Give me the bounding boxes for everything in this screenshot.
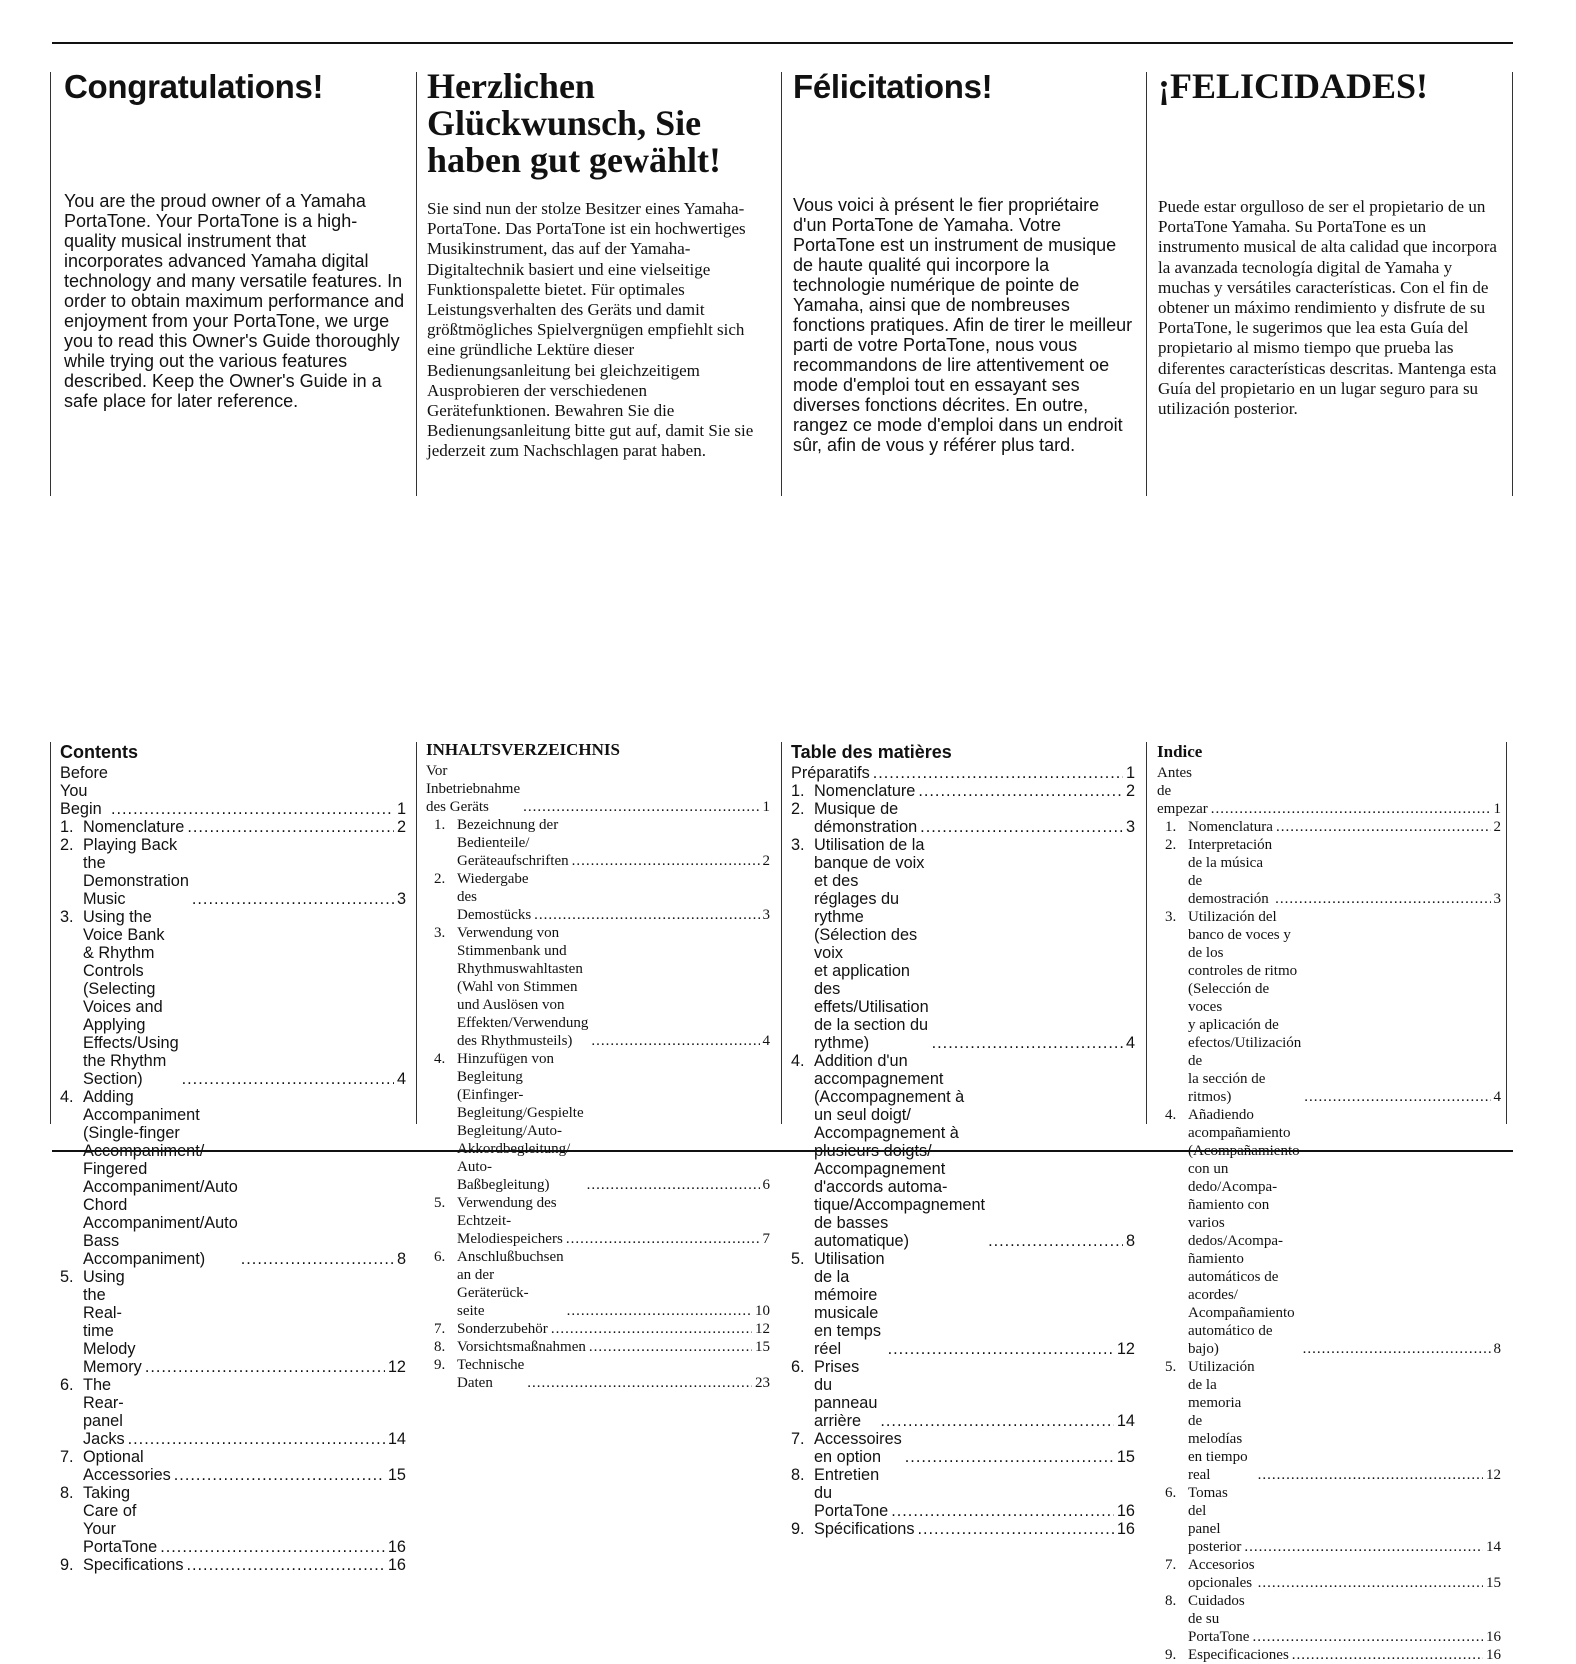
toc-entry-title: Tomas del panel posterior — [1188, 1485, 1242, 1555]
toc-entry-number: 4. — [791, 1052, 805, 1070]
heading-en: Congratulations! — [64, 68, 324, 105]
toc-entry-page: 2 — [1493, 819, 1501, 835]
toc-entry — [1157, 1556, 1501, 1592]
toc-leader-dots — [527, 1374, 752, 1392]
toc-entry-page: 16 — [1486, 1647, 1501, 1663]
intro-column-en — [64, 68, 408, 411]
toc-entry-page: 2 — [1125, 782, 1135, 800]
toc-entry-page: 1 — [762, 799, 770, 815]
toc-entry-page: 4 — [1493, 1089, 1501, 1105]
toc-entry — [1157, 908, 1501, 1106]
toc-leader-dots — [182, 1070, 394, 1088]
toc-entry-number: 3. — [434, 925, 446, 941]
toc-entry — [791, 1466, 1135, 1520]
toc-entry-title: Préparatifs — [791, 764, 870, 782]
toc-entry-number: 8. — [1165, 1593, 1177, 1609]
column-divider — [1506, 742, 1507, 1124]
toc-entry — [60, 1376, 406, 1448]
toc-leader-dots — [920, 818, 1123, 836]
toc-entry — [791, 1430, 1135, 1466]
toc-entry-page: 1 — [1493, 801, 1501, 817]
intro-text-de: Sie sind nun der stolze Besitzer eines Yamaha-PortaTone. Das PortaTone ist ein hochwertiges Musikinstrument, das auf der Yamaha-Digitaltechnik basiert und eine vielseitige Funktionspalette bietet. Für optimales Leistungsverhalten des Geräts und damit größtmögliches Spielvergnügen empfiehlt sich eine gründliche Lektüre dieser Bedienungsanleitung bei gleichzeitigem Ausprobieren der verschiedenen Gerätefunktionen. Bewahren Sie die Bedienungsanleitung bitte gut auf, damit Sie sie jederzeit zum Nachschlagen parat haben. — [427, 199, 754, 461]
toc-entry — [60, 818, 406, 836]
toc-entry-number: 2. — [791, 800, 805, 818]
toc-entry — [60, 764, 406, 818]
toc-entry — [60, 1088, 406, 1268]
toc-entry — [426, 816, 770, 870]
toc-entry-page: 16 — [1116, 1520, 1135, 1538]
toc-leader-dots — [1258, 1574, 1483, 1592]
intro-text-en: You are the proud owner of a Yamaha PortaTone. Your PortaTone is a high-quality musical instrument that incorporates advanced Yamaha digital technology and many versatile features. In order to obtain maximum performance and enjoyment from your PortaTone, we urge you to read this Owner's Guide thoroughly while trying out the various features described. Keep the Owner's Guide in a safe place for later reference. — [64, 191, 405, 411]
toc-entry-title: Vor Inbetriebnahme des Geräts — [426, 763, 521, 815]
toc-column-es — [1157, 742, 1501, 1664]
toc-title-de: INHALTSVERZEICHNIS — [426, 740, 620, 759]
toc-column-en — [60, 742, 406, 1574]
toc-entry-number: 3. — [1165, 909, 1177, 925]
toc-entry-number: 1. — [791, 782, 805, 800]
toc-entry-page: 16 — [387, 1538, 406, 1556]
toc-entry-title: Wiedergabe des Demostücks — [457, 871, 532, 923]
toc-leader-dots — [160, 1538, 385, 1556]
toc-entry-page: 23 — [755, 1375, 770, 1391]
toc-leader-dots — [551, 1320, 752, 1338]
toc-entry-title: Accessoires en option — [814, 1430, 902, 1466]
toc-entry-title: Utilisation de la mémoire musicale en temps réel — [814, 1250, 885, 1358]
toc-entry — [791, 782, 1135, 800]
toc-entry — [426, 1194, 770, 1248]
toc-entry-number: 5. — [434, 1195, 446, 1211]
toc-entry-number: 3. — [791, 836, 805, 854]
toc-entry-title: Prises du panneau arrière — [814, 1358, 878, 1430]
toc-entry-page: 4 — [1125, 1034, 1135, 1052]
toc-leader-dots — [241, 1250, 394, 1268]
toc-entry-title: Bezeichnung der Bedienteile/ Geräteaufschriften — [457, 817, 569, 869]
toc-entry-page: 14 — [387, 1430, 406, 1448]
toc-leader-dots — [523, 798, 759, 816]
toc-entry-title: Nomenclature — [83, 818, 185, 836]
toc-leader-dots — [186, 1556, 384, 1574]
toc-entry-page: 15 — [387, 1466, 406, 1484]
toc-entry-page: 1 — [1125, 764, 1135, 782]
toc-list-fr — [791, 764, 1135, 1538]
toc-entry — [426, 924, 770, 1050]
toc-leader-dots — [1252, 1628, 1483, 1646]
toc-leader-dots — [1258, 1466, 1483, 1484]
toc-entry-title: Adding Accompaniment (Single-finger Accompaniment/ Fingered Accompaniment/Auto Chord Accompaniment/Auto Bass Accompaniment) — [83, 1088, 238, 1268]
toc-entry — [426, 1320, 770, 1338]
toc-entry-number: 8. — [60, 1484, 74, 1502]
toc-entry — [791, 1052, 1135, 1250]
toc-entry-number: 7. — [434, 1321, 446, 1337]
column-divider — [1146, 742, 1147, 1124]
toc-list-es — [1157, 764, 1501, 1664]
toc-entry-page: 15 — [1486, 1575, 1501, 1591]
column-divider — [781, 742, 782, 1124]
toc-leader-dots — [1292, 1646, 1483, 1664]
toc-entry-number: 9. — [434, 1357, 446, 1373]
toc-entry-page: 12 — [755, 1321, 770, 1337]
toc-entry-title: Using the Real-time Melody Memory — [83, 1268, 142, 1376]
intro-text-es: Puede estar orgulloso de ser el propietario de un PortaTone Yamaha. Su PortaTone es un instrumento musical de alta calidad que incorpora la avanzada tecnología digital de Yamaha y muchas y versátiles características. Con el fin de obtener un máximo rendimiento y disfrute de su PortaTone, le sugerimos que lea esta Guía del propietario al mismo tiempo que prueba las diferentes características descritas. Mantenga esta Guía del propietario en un lugar seguro para su utilización posterior. — [1158, 197, 1497, 419]
toc-entry-title: Utilisation de la banque de voix et des réglages du rythme (Sélection des voix et application des effets/Utilisation de la section du rythme) — [814, 836, 929, 1052]
toc-entry-title: Vorsichtsmaßnahmen — [457, 1339, 586, 1355]
toc-entry-number: 7. — [1165, 1557, 1177, 1573]
toc-entry-number: 6. — [791, 1358, 805, 1376]
toc-entry — [60, 908, 406, 1088]
toc-entry-page: 12 — [1116, 1340, 1135, 1358]
toc-entry-title: Nomenclatura — [1188, 819, 1273, 835]
toc-entry — [426, 1248, 770, 1320]
toc-leader-dots — [888, 1340, 1114, 1358]
toc-leader-dots — [145, 1358, 385, 1376]
toc-leader-dots — [1275, 890, 1490, 908]
toc-entry-page: 3 — [1493, 891, 1501, 907]
toc-entry — [60, 836, 406, 908]
toc-entry-number: 5. — [1165, 1359, 1177, 1375]
column-divider — [50, 72, 51, 496]
toc-entry-number: 6. — [1165, 1485, 1177, 1501]
toc-leader-dots — [917, 1520, 1113, 1538]
toc-leader-dots — [187, 818, 394, 836]
toc-entry-title: Hinzufügen von Begleitung (Einfinger-Begleitung/Gespielte Begleitung/Auto-Akkordbegleitung/ Auto-Baßbegleitung) — [457, 1051, 584, 1193]
toc-entry-title: Especificaciones — [1188, 1647, 1289, 1663]
toc-entry-title: Using the Voice Bank & Rhythm Controls (Selecting Voices and Applying Effects/Using the Rhythm Section) — [83, 908, 179, 1088]
toc-entry-title: Sonderzubehör — [457, 1321, 548, 1337]
toc-entry-page: 8 — [1125, 1232, 1135, 1250]
toc-leader-dots — [988, 1232, 1123, 1250]
toc-column-fr — [791, 742, 1135, 1538]
toc-entry-page: 8 — [396, 1250, 406, 1268]
toc-entry-title: Interpretación de la música de demostración — [1188, 837, 1273, 907]
toc-entry-page: 14 — [1116, 1412, 1135, 1430]
toc-entry-page: 2 — [762, 853, 770, 869]
toc-leader-dots — [880, 1412, 1114, 1430]
toc-leader-dots — [1276, 818, 1491, 836]
toc-leader-dots — [192, 890, 394, 908]
toc-entry-title: Cuidados de su PortaTone — [1188, 1593, 1250, 1645]
toc-entry — [791, 1250, 1135, 1358]
intro-text-fr: Vous voici à présent le fier propriétaire d'un PortaTone de Yamaha. Votre PortaTone est un instrument de musique de haute qualité qui incorpore la technologie numérique de pointe de Yamaha, ainsi que de nombreuses fonctions pratiques. Afin de tirer le meilleur parti de votre PortaTone, nous vous recommandons de lire attentivement oe mode d'emploi tout en essayant ses diverses fonctions décrites. En outre, rangez ce mode d'emploi dans un endroit sûr, afin de vous y référer plus tard. — [793, 195, 1133, 455]
toc-entry — [791, 800, 1135, 836]
toc-entry-number: 4. — [1165, 1107, 1177, 1123]
toc-entry — [791, 764, 1135, 782]
toc-leader-dots — [918, 782, 1123, 800]
toc-leader-dots — [905, 1448, 1114, 1466]
toc-entry — [426, 1338, 770, 1356]
toc-entry-number: 9. — [791, 1520, 805, 1538]
toc-entry — [60, 1484, 406, 1556]
toc-leader-dots — [1211, 800, 1491, 818]
toc-leader-dots — [572, 852, 760, 870]
toc-entry — [60, 1556, 406, 1574]
column-divider — [50, 742, 51, 1124]
toc-entry-number: 2. — [1165, 837, 1177, 853]
toc-title-en: Contents — [60, 742, 138, 762]
toc-entry-page: 4 — [396, 1070, 406, 1088]
toc-entry-number: 4. — [60, 1088, 74, 1106]
toc-entry-number: 6. — [60, 1376, 74, 1394]
toc-entry-number: 2. — [60, 836, 74, 854]
toc-entry — [426, 1050, 770, 1194]
toc-entry-number: 9. — [1165, 1647, 1177, 1663]
intro-column-fr — [793, 68, 1137, 455]
toc-entry-number: 2. — [434, 871, 446, 887]
toc-entry — [426, 1356, 770, 1392]
heading-de: Herzlichen Glückwunsch, Sie haben gut gewählt! — [427, 66, 722, 180]
toc-leader-dots — [873, 764, 1123, 782]
toc-entry-page: 10 — [755, 1303, 770, 1319]
toc-entry-number: 3. — [60, 908, 74, 926]
toc-leader-dots — [534, 906, 759, 924]
toc-leader-dots — [111, 800, 394, 818]
toc-entry — [1157, 1358, 1501, 1484]
toc-leader-dots — [591, 1032, 759, 1050]
toc-leader-dots — [174, 1466, 385, 1484]
toc-entry — [1157, 764, 1501, 818]
toc-entry-number: 7. — [791, 1430, 805, 1448]
toc-entry-title: Playing Back the Demonstration Music — [83, 836, 189, 908]
toc-entry-number: 7. — [60, 1448, 74, 1466]
heading-es: ¡FELICIDADES! — [1158, 66, 1429, 106]
toc-leader-dots — [891, 1502, 1114, 1520]
toc-title-fr: Table des matières — [791, 742, 952, 762]
toc-leader-dots — [128, 1430, 385, 1448]
toc-entry-number: 1. — [60, 818, 74, 836]
toc-entry-page: 8 — [1493, 1341, 1501, 1357]
toc-entry-title: Utilización de la memoria de melodías en tiempo real — [1188, 1359, 1255, 1483]
toc-entry-number: 8. — [791, 1466, 805, 1484]
toc-entry-page: 4 — [762, 1033, 770, 1049]
toc-entry-page: 7 — [762, 1231, 770, 1247]
toc-leader-dots — [1304, 1088, 1490, 1106]
toc-entry-title: Utilización del banco de voces y de los controles de ritmo (Selección de voces y aplicación de efectos/Utilización de la sección de ritmos) — [1188, 909, 1302, 1105]
toc-entry — [1157, 836, 1501, 908]
toc-entry-page: 12 — [1486, 1467, 1501, 1483]
toc-leader-dots — [1244, 1538, 1483, 1556]
toc-leader-dots — [587, 1176, 760, 1194]
column-divider — [416, 72, 417, 496]
toc-entry-title: Specifications — [83, 1556, 184, 1574]
toc-entry-title: Accesorios opcionales — [1188, 1557, 1255, 1591]
toc-entry — [1157, 1646, 1501, 1664]
toc-entry-number: 5. — [60, 1268, 74, 1286]
toc-leader-dots — [589, 1338, 752, 1356]
toc-entry — [791, 1520, 1135, 1538]
toc-leader-dots — [1303, 1340, 1491, 1358]
toc-entry — [791, 836, 1135, 1052]
toc-leader-dots — [932, 1034, 1123, 1052]
toc-list-en — [60, 764, 406, 1574]
toc-entry-title: Verwendung von Stimmenbank und Rhythmuswahltasten (Wahl von Stimmen und Auslösen von Effekten/Verwendung des Rhythmusteils) — [457, 925, 589, 1049]
column-divider — [1512, 72, 1513, 496]
toc-entry-page: 1 — [396, 800, 406, 818]
column-divider — [781, 72, 782, 496]
toc-entry-number: 9. — [60, 1556, 74, 1574]
toc-entry-title: Musique de démonstration — [814, 800, 918, 836]
column-divider — [416, 742, 417, 1124]
toc-leader-dots — [566, 1230, 760, 1248]
toc-entry-title: Taking Care of Your PortaTone — [83, 1484, 158, 1556]
heading-fr: Félicitations! — [793, 68, 993, 105]
column-divider — [1146, 72, 1147, 496]
intro-column-de — [427, 68, 771, 462]
toc-entry-page: 16 — [387, 1556, 406, 1574]
toc-entry-title: Spécifications — [814, 1520, 915, 1538]
toc-entry — [1157, 1484, 1501, 1556]
toc-entry-title: Technische Daten — [457, 1357, 525, 1391]
toc-entry-title: Añadiendo acompañamiento (Acompañamiento con un dedo/Acompa- ñamiento con varios dedos/Acompa- ñamiento automáticos de acordes/ Acompañamiento automático de bajo) — [1188, 1107, 1300, 1357]
toc-entry-title: Antes de empezar — [1157, 765, 1208, 817]
toc-entry — [426, 870, 770, 924]
toc-entry — [1157, 1106, 1501, 1358]
toc-entry-title: Before You Begin — [60, 764, 108, 818]
toc-entry-number: 8. — [434, 1339, 446, 1355]
toc-entry-page: 3 — [762, 907, 770, 923]
toc-entry-page: 12 — [387, 1358, 406, 1376]
toc-entry — [60, 1448, 406, 1484]
toc-entry-number: 4. — [434, 1051, 446, 1067]
toc-entry-number: 1. — [1165, 819, 1177, 835]
toc-entry-title: Addition d'un accompagnement (Accompagnement à un seul doigt/ Accompagnement à plusieurs doigts/ Accompagnement d'accords automa- tique/Accompagnement de basses automatique) — [814, 1052, 986, 1250]
toc-entry — [791, 1358, 1135, 1430]
toc-entry-title: Verwendung des Echtzeit- Melodiespeichers — [457, 1195, 563, 1247]
toc-entry-title: Optional Accessories — [83, 1448, 171, 1484]
toc-entry-page: 3 — [1125, 818, 1135, 836]
toc-entry-number: 5. — [791, 1250, 805, 1268]
top-rule — [52, 42, 1513, 44]
toc-entry-title: Entretien du PortaTone — [814, 1466, 889, 1520]
toc-entry-title: Anschlußbuchsen an der Geräterück- seite — [457, 1249, 564, 1319]
toc-column-de — [426, 740, 770, 1392]
intro-column-es — [1158, 68, 1502, 419]
toc-entry-number: 6. — [434, 1249, 446, 1265]
toc-entry — [1157, 1592, 1501, 1646]
toc-entry-number: 1. — [434, 817, 446, 833]
toc-entry-page: 16 — [1486, 1629, 1501, 1645]
toc-entry — [1157, 818, 1501, 836]
toc-entry-title: Nomenclature — [814, 782, 916, 800]
toc-entry — [426, 762, 770, 816]
toc-entry-page: 15 — [755, 1339, 770, 1355]
toc-entry-page: 14 — [1486, 1539, 1501, 1555]
toc-entry-page: 16 — [1116, 1502, 1135, 1520]
toc-entry-page: 15 — [1116, 1448, 1135, 1466]
toc-title-es: Indice — [1157, 742, 1203, 761]
toc-entry-page: 3 — [396, 890, 406, 908]
toc-entry-title: The Rear-panel Jacks — [83, 1376, 125, 1448]
toc-entry — [60, 1268, 406, 1376]
toc-entry-page: 2 — [396, 818, 406, 836]
toc-list-de — [426, 762, 770, 1392]
toc-leader-dots — [567, 1302, 752, 1320]
toc-entry-page: 6 — [762, 1177, 770, 1193]
